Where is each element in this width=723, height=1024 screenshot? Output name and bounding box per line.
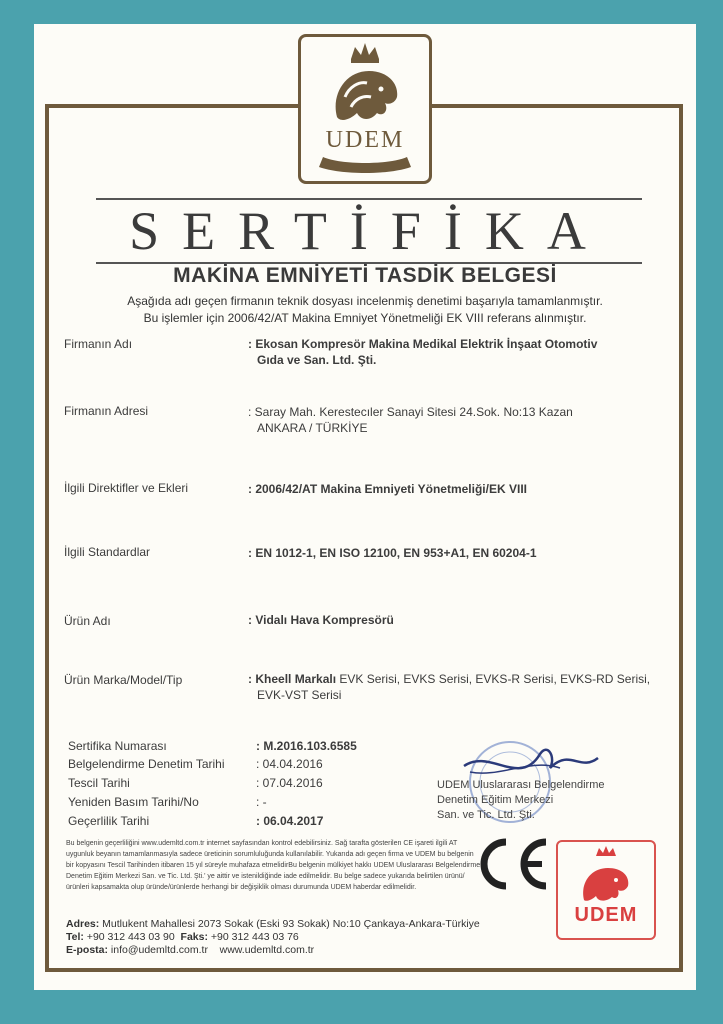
product-model-value bbox=[248, 671, 668, 703]
product-name-label: Ürün Adı bbox=[64, 614, 111, 628]
product-model-brand: Kheell Markalı bbox=[255, 672, 337, 686]
phone-label: Tel: bbox=[66, 931, 84, 943]
signature-org-line-2: Denetim Eğitim Merkezi bbox=[437, 794, 554, 806]
footer-phone bbox=[66, 931, 299, 943]
footer-address bbox=[66, 918, 480, 930]
page-title: SERTİFİKA bbox=[129, 201, 609, 261]
email-link[interactable]: info@udemltd.com.tr bbox=[108, 944, 208, 956]
udem-logo-red bbox=[556, 840, 656, 940]
address-label: Adres: bbox=[66, 918, 100, 930]
firm-name-value bbox=[248, 336, 668, 368]
validity-date-value: : 06.04.2017 bbox=[256, 814, 324, 828]
certificate-number-label: Sertifika Numarası bbox=[68, 739, 167, 753]
firm-name-line-1: : Ekosan Kompresör Makina Medikal Elektrik İnşaat Otomotiv bbox=[248, 337, 598, 351]
product-model-prefix: : bbox=[248, 672, 256, 686]
reprint-date-label: Yeniden Basım Tarihi/No bbox=[68, 795, 199, 809]
page-subtitle: MAKİNA EMNİYETİ TASDİK BELGESİ bbox=[173, 264, 557, 287]
directives-label: İlgili Direktifler ve Ekleri bbox=[64, 481, 189, 495]
audit-date-label: Belgelendirme Denetim Tarihi bbox=[68, 757, 225, 771]
firm-name-label: Firmanın Adı bbox=[64, 337, 133, 351]
product-model-label: Ürün Marka/Model/Tip bbox=[64, 673, 183, 687]
firm-name-line-2: Gıda ve San. Ltd. Şti. bbox=[257, 353, 377, 367]
standards-value: : EN 1012-1, EN ISO 12100, EN 953+A1, EN 60204-1 bbox=[248, 546, 537, 560]
firm-address-label: Firmanın Adresi bbox=[64, 404, 149, 418]
email-label: E-posta: bbox=[66, 944, 108, 956]
reprint-date-value: : - bbox=[256, 795, 267, 809]
validity-date-label: Geçerlilik Tarihi bbox=[68, 814, 150, 828]
logo-red-brand-text: UDEM bbox=[574, 904, 638, 926]
directives-value: : 2006/42/AT Makina Emniyeti Yönetmeliği/EK VIII bbox=[248, 482, 527, 496]
disclaimer-text: Bu belgenin geçerliliğini www.udemltd.com.tr internet sayfasından kontrol edebilirsiniz. Sağ tarafta gösterilen CE işareti ilgili AT uygunluk beyanın tamamlanmasıyla sadece üreticinin sorumluluğunda kullanılabilir. Yukarıda adı geçen firma ve UDEM bu belgenin bir kopyasını Tescil Tarihinden itibaren 15 yıl süreyle muhafaza etmelidirBu belgenin mülkiyet hakkı UDEM Uluslararası Belgelendirme Denetim Eğitim Merkezi San. ve Tic. Ltd. Şti.' ye aittir ve istenildiğinde iade edilmelidir. Bu belge sadece yukarıda belirtilen ürünü/ürünleri kapsamakta olup üründe/ürünlerde herhangi bir değişiklik olması durumunda UDEM haberdar edilmelidir. bbox=[66, 840, 481, 891]
logo-brand-text: UDEM bbox=[325, 127, 405, 153]
fax-label: Faks: bbox=[180, 931, 208, 943]
intro-line-2: Bu işlemler için 2006/42/AT Makina Emniyet Yönetmeliği EK VIII referans alınmıştır. bbox=[143, 311, 587, 325]
intro-line-1: Aşağıda adı geçen firmanın teknik dosyası incelenmiş denetimi başarıyla tamamlanmıştır. bbox=[127, 294, 603, 308]
footer-email bbox=[66, 944, 314, 956]
address-value: Mutlukent Mahallesi 2073 Sokak (Eski 93 Sokak) No:10 Çankaya-Ankara-Türkiye bbox=[99, 918, 480, 930]
registration-date-label: Tescil Tarihi bbox=[68, 776, 130, 790]
ce-mark-icon bbox=[472, 832, 552, 896]
phone-value: +90 312 443 03 90 bbox=[83, 931, 175, 943]
product-model-line-2: EVK-VST Serisi bbox=[257, 688, 342, 702]
signature-org-line-1: UDEM Uluslararası Belgelendirme bbox=[437, 779, 605, 791]
udem-logo bbox=[298, 34, 432, 184]
firm-address-line-1: : Saray Mah. Kerestecıler Sanayi Sitesi 24.Sok. No:13 Kazan bbox=[248, 405, 573, 419]
audit-date-value: : 04.04.2016 bbox=[256, 757, 323, 771]
fax-value: +90 312 443 03 76 bbox=[207, 931, 299, 943]
lion-crown-icon bbox=[301, 37, 429, 181]
product-name-value: : Vidalı Hava Kompresörü bbox=[248, 613, 394, 627]
website-link[interactable]: www.udemltd.com.tr bbox=[219, 944, 315, 956]
firm-address-line-2: ANKARA / TÜRKİYE bbox=[257, 421, 368, 435]
firm-address-value bbox=[248, 404, 668, 436]
registration-date-value: : 07.04.2016 bbox=[256, 776, 323, 790]
signature-org-line-3: San. ve Tic. Ltd. Şti. bbox=[437, 809, 535, 821]
standards-label: İlgili Standardlar bbox=[64, 545, 151, 559]
product-model-series: EVK Serisi, EVKS Serisi, EVKS-R Serisi, EVKS-RD Serisi, bbox=[336, 672, 651, 686]
product-model-line-1 bbox=[248, 671, 668, 687]
certificate-number-value: : M.2016.103.6585 bbox=[256, 739, 357, 753]
